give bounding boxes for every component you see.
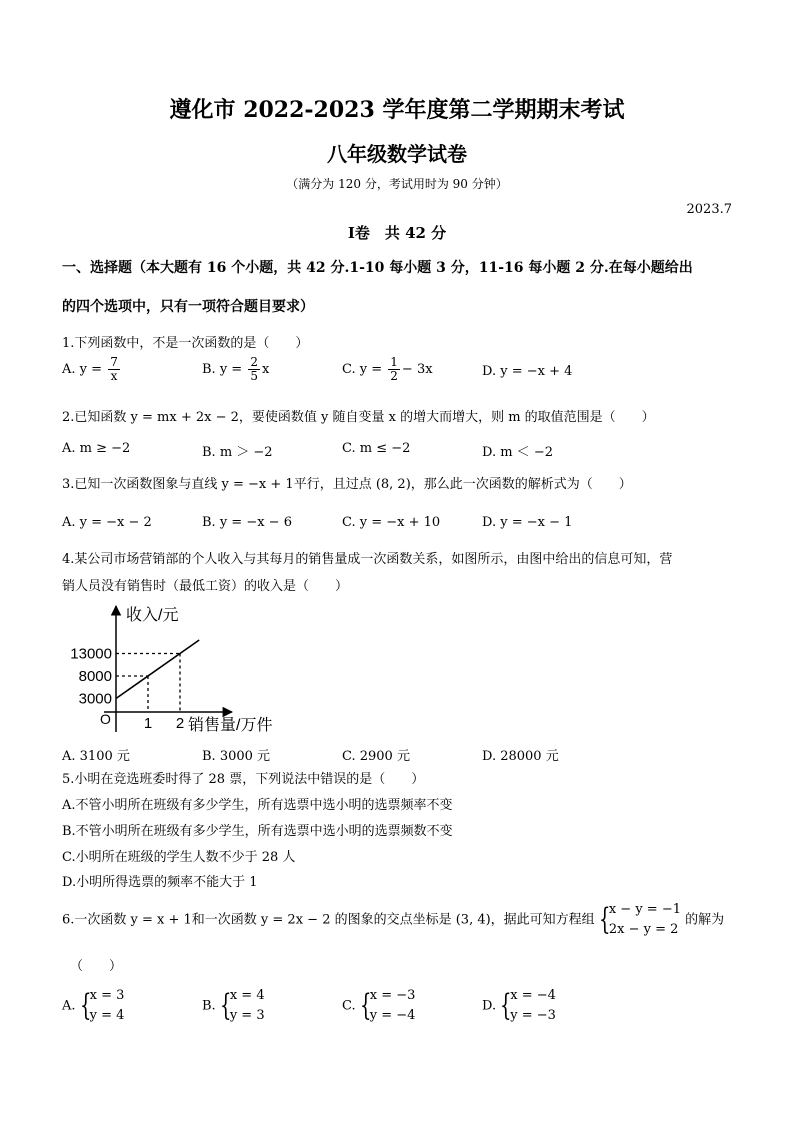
series-line bbox=[116, 640, 199, 699]
exam-note: （满分为 120 分，考试用时为 90 分钟） bbox=[286, 177, 508, 191]
q6-option-d: D. { x = −4 y = −3 bbox=[482, 988, 556, 1023]
origin-label: O bbox=[100, 711, 111, 727]
income-chart bbox=[62, 600, 292, 740]
q6-option-a: A. { x = 3 y = 4 bbox=[62, 988, 125, 1023]
exam-subtitle: 八年级数学试卷 bbox=[327, 142, 467, 166]
q4-option-a: A. 3100 元 bbox=[62, 749, 130, 764]
q5-option-c: C.小明所在班级的学生人数不少于 28 人 bbox=[62, 850, 296, 865]
q1-option-b: B. y = $\frac{2}{5}$ x bbox=[202, 355, 270, 383]
q1-option-d: D. y = −x + 4 bbox=[482, 364, 573, 379]
part-heading-line2: 的四个选项中，只有一项符合题目要求） bbox=[62, 299, 314, 315]
q6-option-c: C. { x = −3 y = −4 bbox=[342, 988, 416, 1023]
q4-stem-line2: 销人员没有销售时（最低工资）的收入是（ ） bbox=[62, 579, 349, 594]
q2-option-b: B. m ＞ −2 bbox=[202, 445, 273, 460]
y-tick-label: 3000 bbox=[78, 690, 112, 708]
part-heading-line1: 一、选择题（本大题有 16 个小题，共 42 分.1-10 每小题 3 分，11-16 每小题 2 分.在每小题给出 bbox=[62, 260, 693, 276]
q5-option-a: A.不管小明所在班级有多少学生，所有选票中选小明的选票频率不变 bbox=[62, 798, 453, 813]
q6-answer-paren: （ ） bbox=[70, 959, 123, 974]
x-tick-label: 2 bbox=[175, 715, 185, 732]
q4-option-c: C. 2900 元 bbox=[342, 749, 410, 764]
exam-title: 遵化市 2022-2023 学年度第二学期期末考试 bbox=[169, 97, 625, 123]
q3-option-c: C. y = −x + 10 bbox=[342, 515, 441, 530]
q3-option-a: A. y = −x − 2 bbox=[62, 515, 152, 530]
q1-option-a: A. y = $\frac{7}{x}$ bbox=[62, 355, 118, 383]
q6-stem: 6.一次函数 y = x + 1和一次函数 y = 2x − 2 的图象的交点坐标是 (3, 4)，据此可知方程组 { x − y = −1 2x − y = 2 的解为 bbox=[62, 900, 724, 940]
q5-stem: 5.小明在竞选班委时得了 28 票，下列说法中错误的是（ ） bbox=[62, 772, 425, 787]
q3-option-d: D. y = −x − 1 bbox=[482, 515, 573, 530]
q2-option-a: A. m ≥ −2 bbox=[62, 441, 131, 456]
y-tick-label: 8000 bbox=[78, 668, 112, 685]
q6-option-b: B. { x = 4 y = 3 bbox=[202, 988, 265, 1023]
q3-stem: 3.已知一次函数图象与直线 y = −x + 1平行，且过点 (8, 2)，那么此一次函数的解析式为（ ） bbox=[62, 477, 632, 492]
q5-option-d: D.小明所得选票的频率不能大于 1 bbox=[62, 875, 258, 890]
y-tick-label: 13000 bbox=[70, 645, 112, 663]
x-axis-label: 销售量/万件 bbox=[188, 717, 273, 734]
exam-date: 2023.7 bbox=[686, 202, 732, 217]
q2-option-d: D. m ＜ −2 bbox=[482, 445, 553, 460]
q2-stem: 2.已知函数 y = mx + 2x − 2，要使函数值 y 随自变量 x 的增大而增大，则 m 的取值范围是（ ） bbox=[62, 410, 655, 425]
q4-option-d: D. 28000 元 bbox=[482, 749, 559, 764]
q3-option-b: B. y = −x − 6 bbox=[202, 515, 292, 530]
x-tick-label: 1 bbox=[143, 715, 153, 732]
section-title: Ⅰ卷 共 42 分 bbox=[347, 224, 447, 242]
q2-option-c: C. m ≤ −2 bbox=[342, 441, 411, 456]
q4-option-b: B. 3000 元 bbox=[202, 749, 271, 764]
q6-equation-system: { x − y = −1 2x − y = 2 bbox=[598, 902, 681, 937]
q4-stem-line1: 4.某公司市场营销部的个人收入与其每月的销售量成一次函数关系，如图所示，由图中给出的信息可知，营 bbox=[62, 552, 673, 567]
y-axis-label: 收入/元 bbox=[126, 607, 179, 624]
q1-stem: 1.下列函数中，不是一次函数的是（ ） bbox=[62, 336, 309, 351]
q1-option-c: C. y = $\frac{1}{2}$ − 3x bbox=[342, 355, 433, 383]
q5-option-b: B.不管小明所在班级有多少学生，所有选票中选小明的选票频数不变 bbox=[62, 824, 453, 839]
